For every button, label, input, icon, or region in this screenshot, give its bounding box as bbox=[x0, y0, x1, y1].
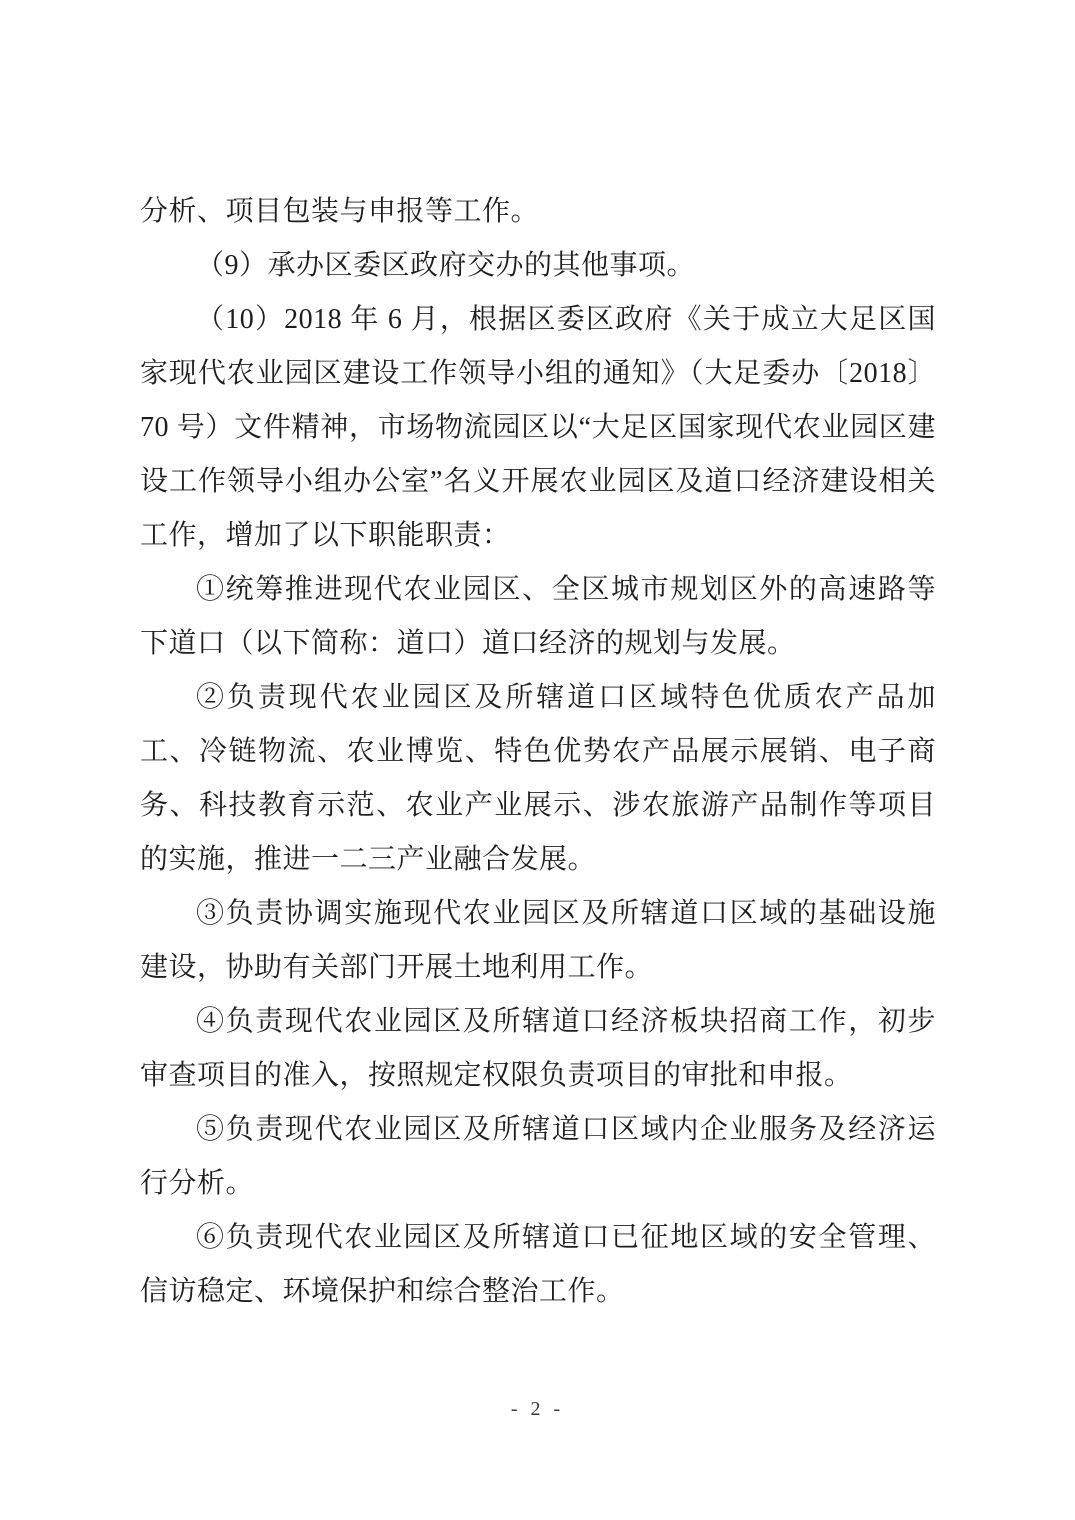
paragraph: ⑥负责现代农业园区及所辖道口已征地区域的安全管理、信访稳定、环境保护和综合整治工作。 bbox=[140, 1222, 936, 1307]
paragraph: ①统筹推进现代农业园区、全区城市规划区外的高速路等下道口（以下简称：道口）道口经济的规划与发展。 bbox=[140, 574, 936, 659]
paragraph: ⑤负责现代农业园区及所辖道口区域内企业服务及经济运行分析。 bbox=[140, 1114, 936, 1199]
page-number: - 2 - bbox=[510, 1398, 565, 1420]
page-footer bbox=[0, 1398, 1075, 1421]
document-body bbox=[140, 185, 936, 1319]
paragraph: 分析、项目包装与申报等工作。 bbox=[140, 196, 540, 227]
paragraph: ④负责现代农业园区及所辖道口经济板块招商工作，初步审查项目的准入，按照规定权限负责项目的审批和申报。 bbox=[140, 1006, 936, 1091]
paragraph: （9）承办区委区政府交办的其他事项。 bbox=[196, 250, 696, 281]
paragraph: （10）2018 年 6 月，根据区委区政府《关于成立大足区国家现代农业园区建设工作领导小组的通知》（大足委办〔2018〕70 号）文件精神，市场物流园区以“大足区国家现代农业园区建设工作领导小组办公室”名义开展农业园区及道口经济建设相关工作，增加了以下职能职责： bbox=[140, 304, 936, 551]
paragraph: ②负责现代农业园区及所辖道口区域特色优质农产品加工、冷链物流、农业博览、特色优势农产品展示展销、电子商务、科技教育示范、农业产业展示、涉农旅游产品制作等项目的实施，推进一二三产业融合发展。 bbox=[140, 682, 936, 875]
paragraph: ③负责协调实施现代农业园区及所辖道口区域的基础设施建设，协助有关部门开展土地利用工作。 bbox=[140, 898, 936, 983]
